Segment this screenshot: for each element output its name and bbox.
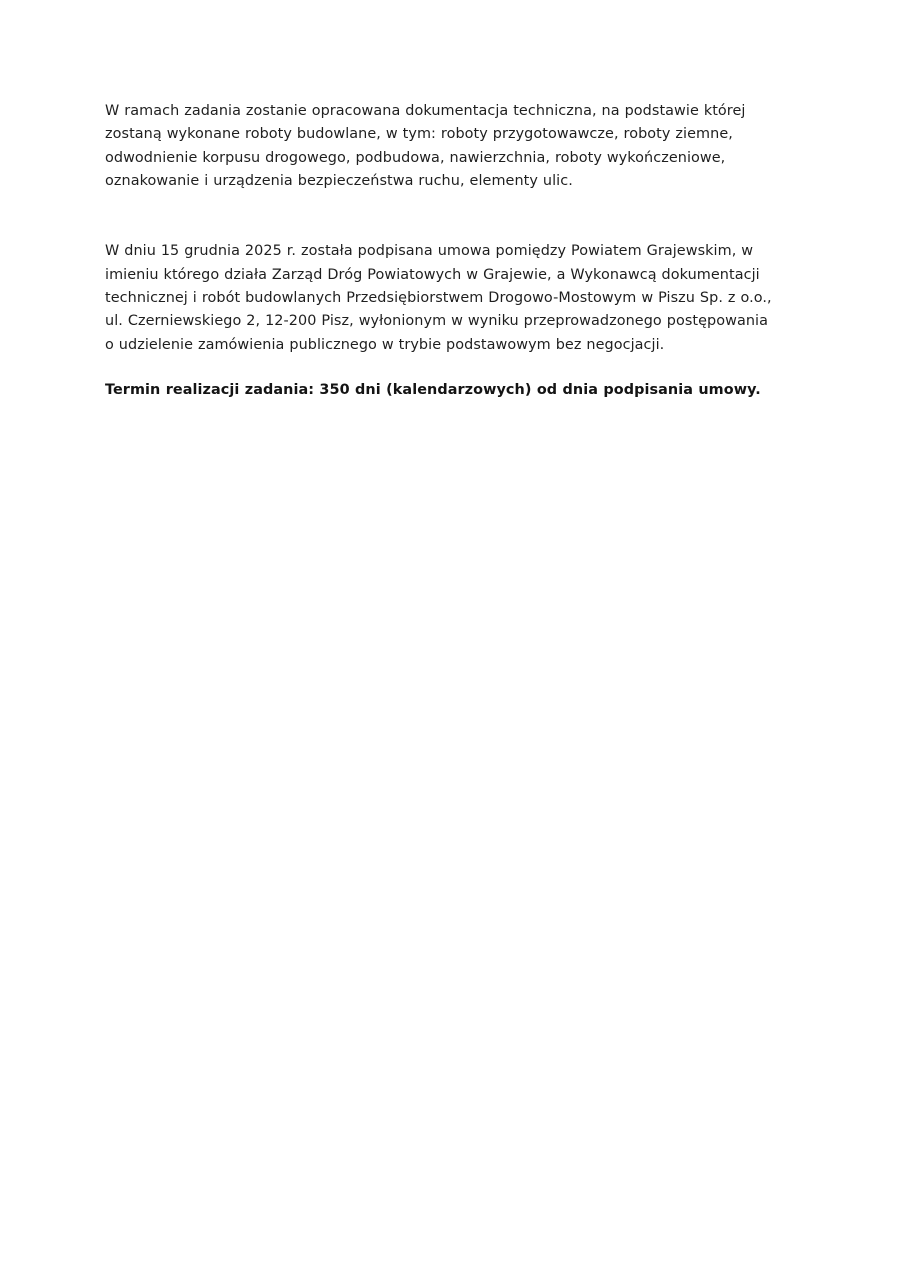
paragraph-spacer	[105, 193, 775, 240]
paragraph-deadline: Termin realizacji zadania: 350 dni (kalendarzowych) od dnia podpisania umowy.	[105, 381, 761, 398]
paragraph-contract-signing: W dniu 15 grudnia 2025 r. została podpisana umowa pomiędzy Powiatem Grajewskim, w imieniu którego działa Zarząd Dróg Powiatowych w Grajewie, a Wykonawcą dokumentacji technicznej i robót budowlanych Przedsiębiorstwem Drogowo-Mostowym w Piszu Sp. z o.o., ul. Czerniewskiego 2, 12-200 Pisz, wyłonionym w wyniku przeprowadzonego postępowania o udzielenie zamówienia publicznego w trybie podstawowym bez negocjacji.	[105, 243, 772, 353]
document-body	[105, 100, 775, 402]
paragraph-spacer	[105, 357, 775, 379]
paragraph-scope-of-works: W ramach zadania zostanie opracowana dokumentacja techniczna, na podstawie której zostaną wykonane roboty budowlane, w tym: roboty przygotowawcze, roboty ziemne, odwodnienie korpusu drogowego, podbudowa, nawierzchnia, roboty wykończeniowe, oznakowanie i urządzenia bezpieczeństwa ruchu, elementy ulic.	[105, 103, 746, 189]
